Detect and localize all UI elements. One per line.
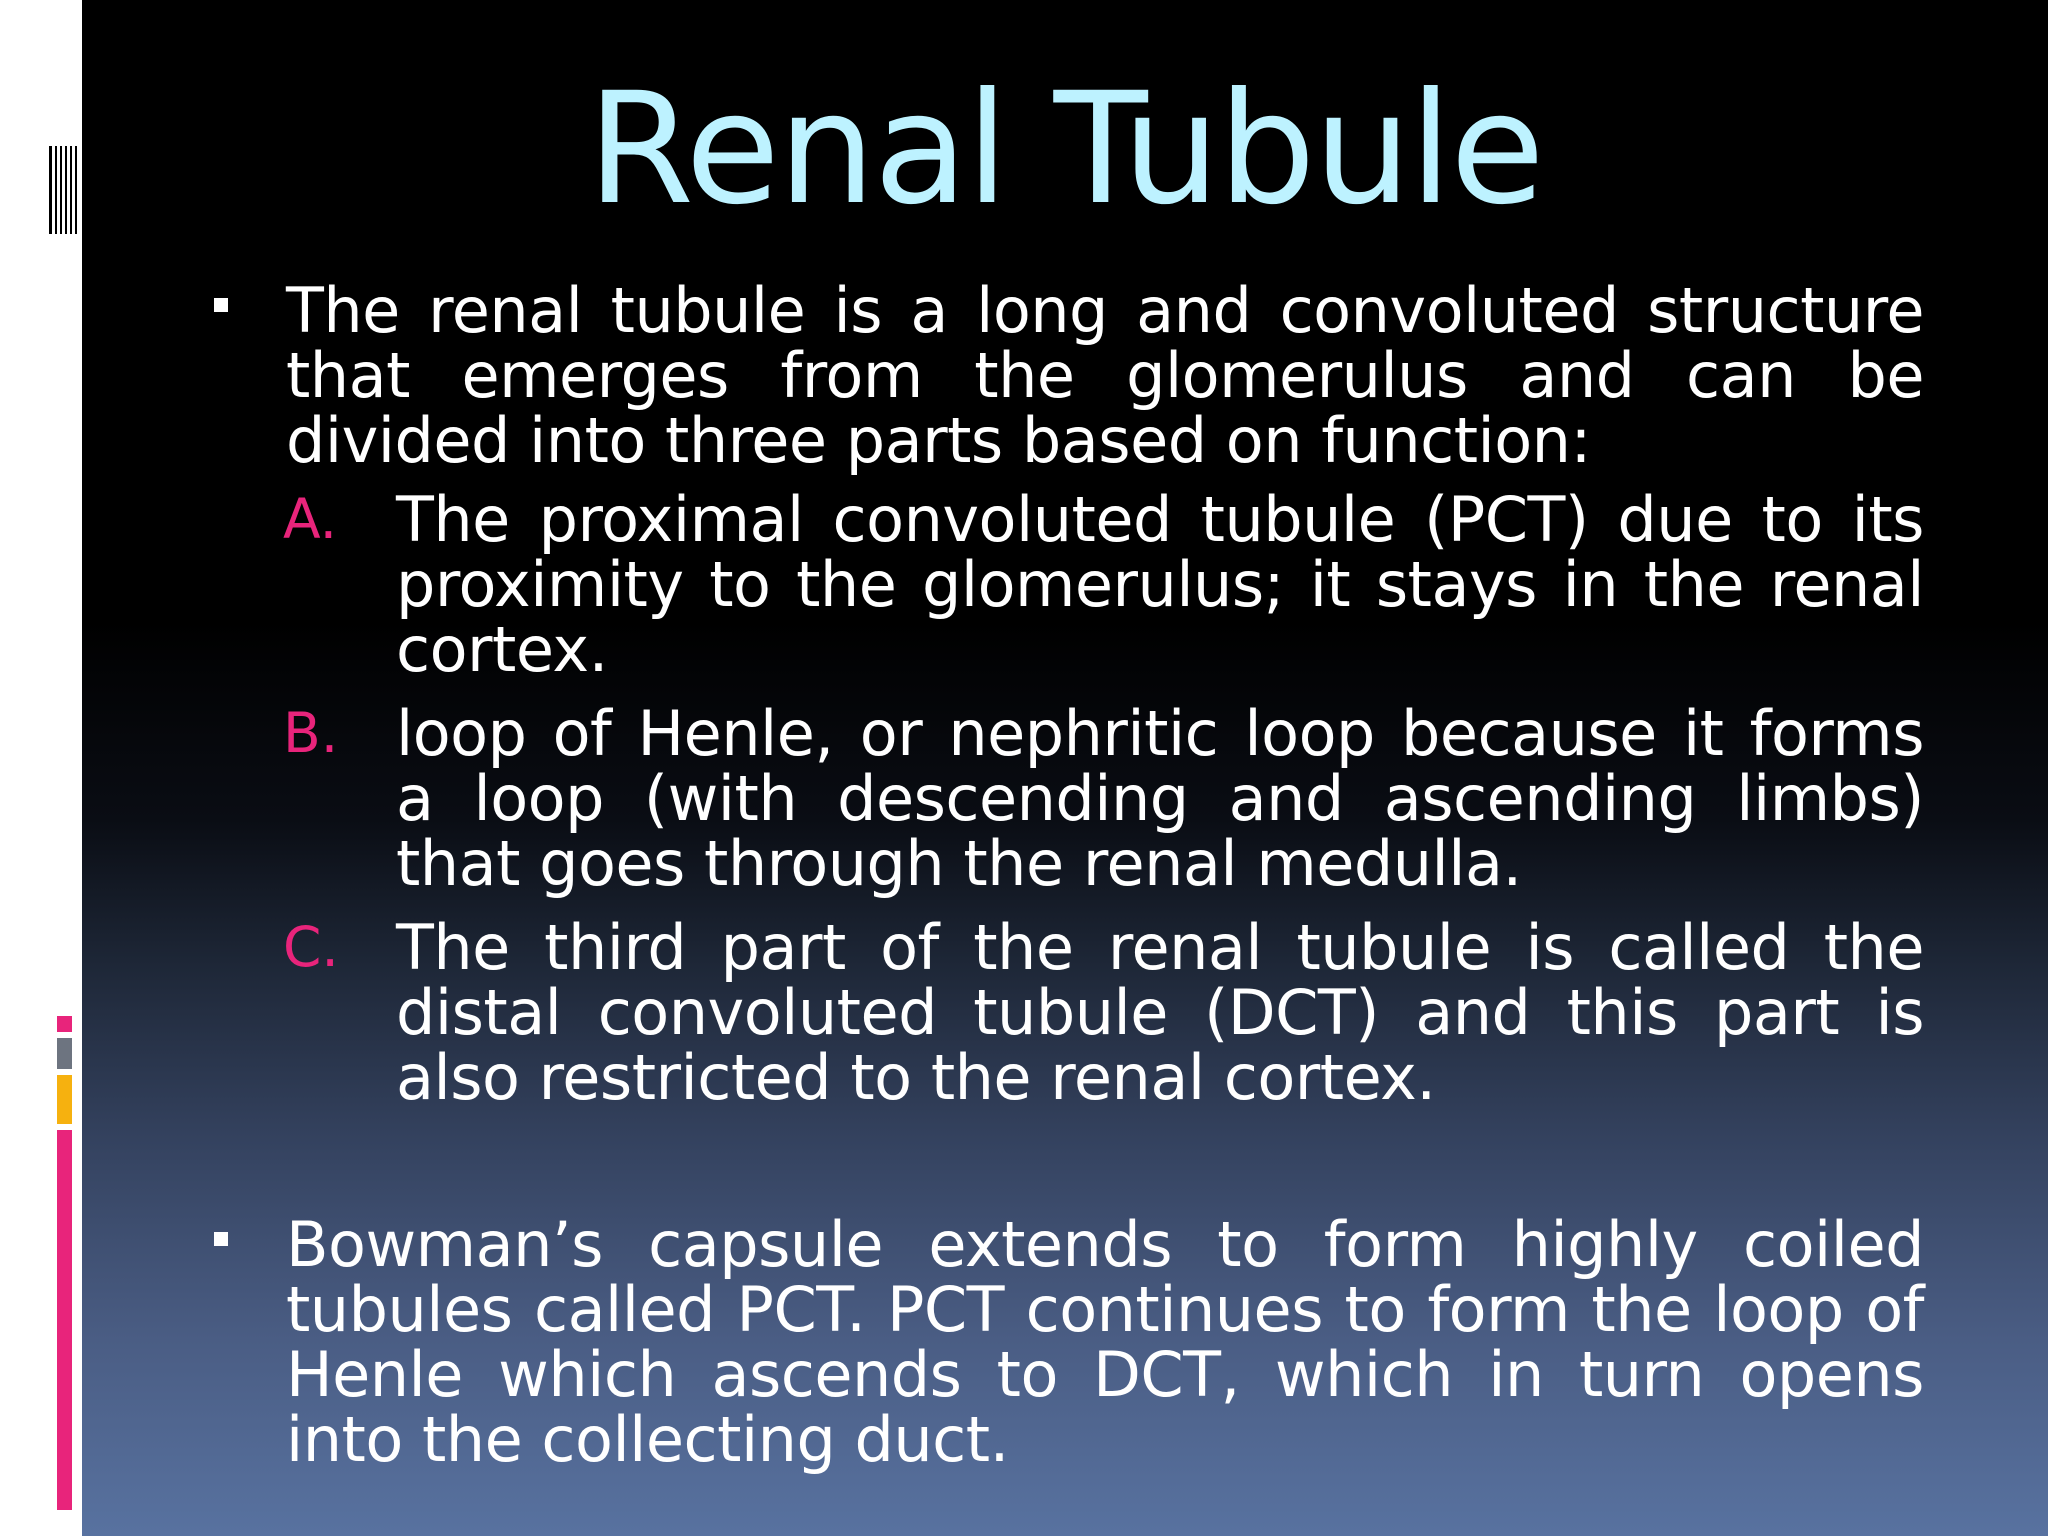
sub-item-label: A. xyxy=(283,487,338,551)
bullet-text: The renal tubule is a long and convoluted structure that emerges from the glomerulus and can be divided into three parts based on function: xyxy=(286,274,1924,477)
sub-item-text: The third part of the renal tubule is called the distal convoluted tubule (DCT) and this part is also restricted to the renal cortex. xyxy=(396,911,1924,1114)
bullet-item xyxy=(286,1208,1924,1476)
sub-item xyxy=(283,911,1924,1114)
bullet-item xyxy=(286,274,1924,477)
bullet-text: Bowman’s capsule extends to form highly coiled tubules called PCT. PCT continues to form the loop of Henle which ascends to DCT, which in turn opens into the collecting duct. xyxy=(286,1208,1924,1476)
sub-item-label: B. xyxy=(283,701,339,765)
sub-item xyxy=(283,483,1924,686)
sub-item-text: The proximal convoluted tubule (PCT) due to its proximity to the glomerulus; it stays in the renal cortex. xyxy=(396,483,1924,686)
sub-item-label: C. xyxy=(283,915,339,979)
square-bullet-icon xyxy=(214,1232,228,1246)
slide-title: Renal Tubule xyxy=(587,60,1543,239)
sub-item-text: loop of Henle, or nephritic loop because it forms a loop (with descending and ascending limbs) that goes through the renal medulla. xyxy=(396,697,1924,900)
square-bullet-icon xyxy=(214,298,228,312)
sub-item xyxy=(283,697,1924,900)
